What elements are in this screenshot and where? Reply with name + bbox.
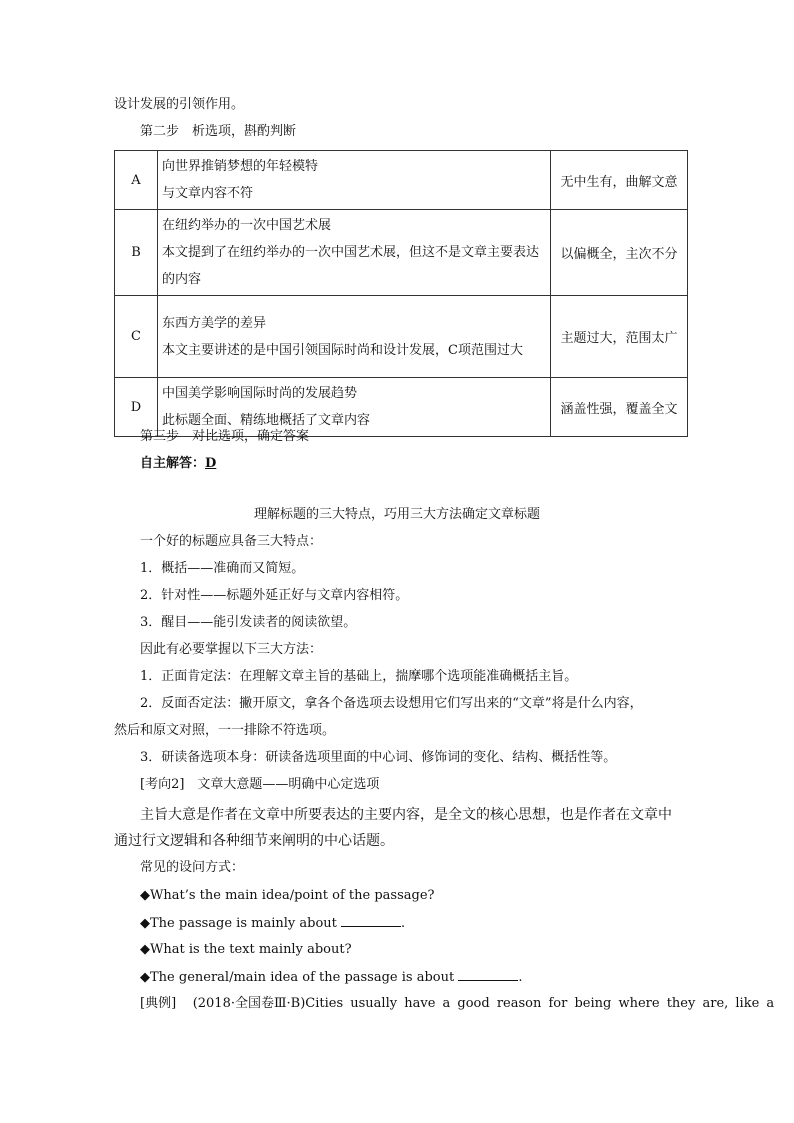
feature-item: 3．醒目——能引发读者的阅读欲望。 <box>140 615 357 630</box>
question-text: ◆The passage is mainly about <box>140 916 337 931</box>
intro-line: 设计发展的引领作用。 <box>114 97 245 112</box>
self-answer <box>140 455 216 473</box>
option-note: 此标题全面、精练地概括了文章内容 <box>162 413 371 428</box>
self-answer-label: 自主解答： <box>140 456 206 471</box>
question-item: ◆The general/main idea of the passage is about . <box>140 970 523 985</box>
option-letter: D <box>115 378 158 437</box>
step-two-heading: 第二步 析选项，斟酌判断 <box>140 124 297 139</box>
option-note: 本文提到了在纽约举办的一次中国艺术展，但这不是文章主要表达的内容 <box>162 245 540 287</box>
question-text: ◆The general/main idea of the passage is about <box>140 970 455 985</box>
main-idea-text: 主旨大意是作者在文章中所要表达的主要内容，是全文的核心思想，也是作者在文章中 <box>140 807 672 823</box>
question-item: ◆What is the text mainly about? <box>140 942 352 957</box>
method-item: 1．正面肯定法：在理解文章主旨的基础上，揣摩哪个选项能准确概括主旨。 <box>140 669 578 684</box>
option-verdict: 以偏概全，主次不分 <box>551 210 688 296</box>
method-item: 3．研读备选项本身：研读备选项里面的中心词、修饰词的变化、结构、概括性等。 <box>140 750 617 765</box>
example-line <box>140 995 774 1013</box>
option-title: 中国美学影响国际时尚的发展趋势 <box>162 386 358 401</box>
feature-item: 1．概括——准确而又简短。 <box>140 561 305 576</box>
common-questions-intro: 常见的设问方式： <box>140 860 245 875</box>
kaoxiang-heading: [考向2] 文章大意题——明确中心定选项 <box>140 777 380 792</box>
question-item: ◆The passage is mainly about . <box>140 916 406 931</box>
option-letter: A <box>115 151 158 210</box>
methods-intro: 因此有必要掌握以下三大方法： <box>140 642 323 657</box>
option-note: 本文主要讲述的是中国引领国际时尚和设计发展，C项范围过大 <box>162 342 523 358</box>
option-letter: C <box>115 296 158 378</box>
option-analysis <box>158 210 551 296</box>
option-title: 向世界推销梦想的年轻模特 <box>162 159 319 174</box>
question-item: ◆What’s the main idea/point of the passage? <box>140 888 435 903</box>
step-three-heading: 第三步 对比选项，确定答案 <box>140 429 310 444</box>
example-source: (2018·全国卷Ⅲ·B) <box>192 996 306 1011</box>
answer-blank <box>341 914 401 927</box>
option-title: 东西方美学的差异 <box>162 315 267 331</box>
option-verdict: 涵盖性强，覆盖全文 <box>551 378 688 437</box>
option-letter: B <box>115 210 158 296</box>
main-idea-text-continued: 通过行文逻辑和各种细节来阐明的中心话题。 <box>114 833 394 849</box>
table-row <box>115 210 688 296</box>
option-verdict: 主题过大，范围太广 <box>551 296 688 378</box>
answer-blank <box>458 968 518 981</box>
example-label: [典例] <box>140 996 177 1011</box>
table-row <box>115 151 688 210</box>
features-intro: 一个好的标题应具备三大特点： <box>140 534 323 549</box>
section-title: 理解标题的三大特点，巧用三大方法确定文章标题 <box>253 507 540 522</box>
table-row <box>115 296 688 378</box>
options-table <box>114 150 688 437</box>
feature-item: 2．针对性——标题外延正好与文章内容相符。 <box>140 588 409 603</box>
option-note: 与文章内容不符 <box>162 186 254 201</box>
option-verdict: 无中生有，曲解文意 <box>551 151 688 210</box>
option-analysis <box>158 151 551 210</box>
method-item-continued: 然后和原文对照，一一排除不符选项。 <box>114 723 336 738</box>
option-title: 在纽约举办的一次中国艺术展 <box>162 218 332 233</box>
option-analysis <box>158 296 551 378</box>
self-answer-value: D <box>205 456 217 471</box>
example-text: Cities usually have a good reason for being where they are, like a <box>305 996 775 1011</box>
method-item: 2．反面否定法：撇开原文，拿各个备选项去设想用它们写出来的“文章”将是什么内容， <box>140 696 643 711</box>
